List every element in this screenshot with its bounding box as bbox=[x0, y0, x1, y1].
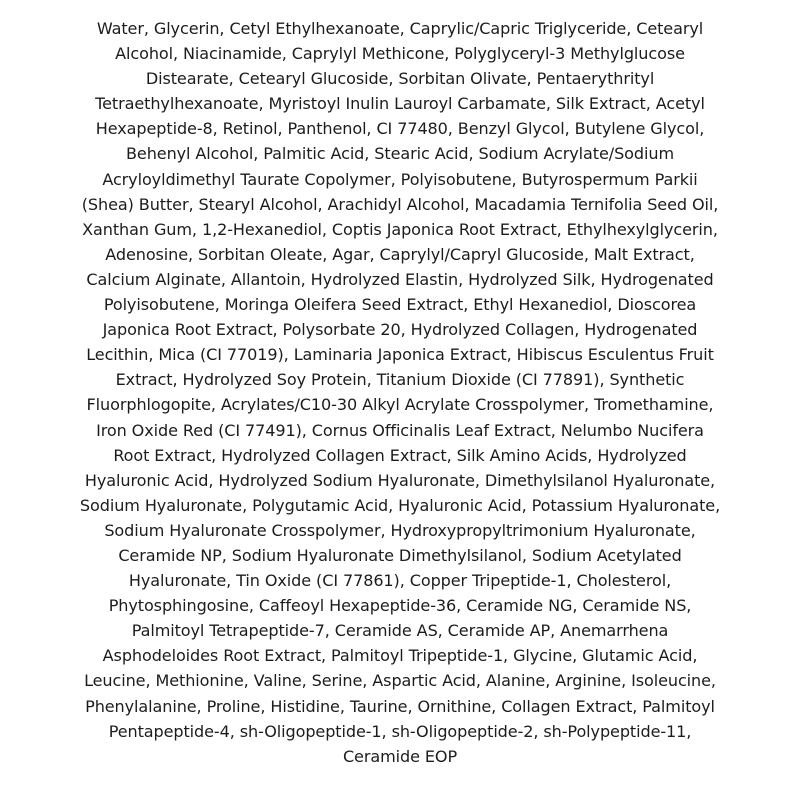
ingredient-line: (Shea) Butter, Stearyl Alcohol, Arachidyl Alcohol, Macadamia Ternifolia Seed Oil, bbox=[81, 194, 719, 214]
ingredient-line: Sodium Hyaluronate Crosspolymer, Hydroxypropyltrimonium Hyaluronate, bbox=[104, 520, 696, 540]
ingredient-line: Hexapeptide-8, Retinol, Panthenol, CI 77480, Benzyl Glycol, Butylene Glycol, bbox=[95, 119, 705, 139]
ingredient-line: Calcium Alginate, Allantoin, Hydrolyzed Elastin, Hydrolyzed Silk, Hydrogenated bbox=[86, 269, 714, 289]
ingredient-list bbox=[0, 16, 800, 769]
ingredient-line: Phenylalanine, Proline, Histidine, Taurine, Ornithine, Collagen Extract, Palmitoyl bbox=[85, 696, 715, 716]
ingredient-line: Extract, Hydrolyzed Soy Protein, Titanium Dioxide (CI 77891), Synthetic bbox=[115, 370, 685, 390]
ingredient-line: Adenosine, Sorbitan Oleate, Agar, Caprylyl/Capryl Glucoside, Malt Extract, bbox=[105, 244, 695, 264]
ingredient-line: Lecithin, Mica (CI 77019), Laminaria Japonica Extract, Hibiscus Esculentus Fruit bbox=[86, 345, 714, 365]
ingredient-line: Ceramide NP, Sodium Hyaluronate Dimethylsilanol, Sodium Acetylated bbox=[118, 545, 682, 565]
ingredient-line: Distearate, Cetearyl Glucoside, Sorbitan Olivate, Pentaerythrityl bbox=[145, 69, 655, 89]
ingredient-line: Asphodeloides Root Extract, Palmitoyl Tripeptide-1, Glycine, Glutamic Acid, bbox=[102, 646, 698, 666]
ingredient-line: Ceramide EOP bbox=[342, 746, 458, 766]
ingredient-line: Xanthan Gum, 1,2-Hexanediol, Coptis Japonica Root Extract, Ethylhexylglycerin, bbox=[82, 219, 718, 239]
ingredient-line: Polyisobutene, Moringa Oleifera Seed Extract, Ethyl Hexanediol, Dioscorea bbox=[103, 295, 697, 315]
ingredient-line: Tetraethylhexanoate, Myristoyl Inulin Lauroyl Carbamate, Silk Extract, Acetyl bbox=[95, 94, 705, 114]
ingredient-line: Palmitoyl Tetrapeptide-7, Ceramide AS, Ceramide AP, Anemarrhena bbox=[131, 621, 669, 641]
ingredient-line: Japonica Root Extract, Polysorbate 20, Hydrolyzed Collagen, Hydrogenated bbox=[102, 320, 698, 340]
ingredient-line: Alcohol, Niacinamide, Caprylyl Methicone, Polyglyceryl-3 Methylglucose bbox=[115, 44, 685, 64]
ingredient-line: Leucine, Methionine, Valine, Serine, Aspartic Acid, Alanine, Arginine, Isoleucine, bbox=[84, 671, 716, 691]
ingredient-line: Root Extract, Hydrolyzed Collagen Extract, Silk Amino Acids, Hydrolyzed bbox=[113, 445, 687, 465]
ingredient-line: Acryloyldimethyl Taurate Copolymer, Polyisobutene, Butyrospermum Parkii bbox=[102, 169, 698, 189]
ingredient-line: Iron Oxide Red (CI 77491), Cornus Officinalis Leaf Extract, Nelumbo Nucifera bbox=[96, 420, 704, 440]
ingredient-line: Hyaluronate, Tin Oxide (CI 77861), Copper Tripeptide-1, Cholesterol, bbox=[128, 571, 672, 591]
ingredient-line: Phytosphingosine, Caffeoyl Hexapeptide-36, Ceramide NG, Ceramide NS, bbox=[108, 596, 692, 616]
ingredient-line: Sodium Hyaluronate, Polygutamic Acid, Hyaluronic Acid, Potassium Hyaluronate, bbox=[79, 495, 721, 515]
ingredient-line: Behenyl Alcohol, Palmitic Acid, Stearic Acid, Sodium Acrylate/Sodium bbox=[126, 144, 674, 164]
ingredient-line: Pentapeptide-4, sh-Oligopeptide-1, sh-Oligopeptide-2, sh-Polypeptide-11, bbox=[108, 721, 692, 741]
ingredient-line: Water, Glycerin, Cetyl Ethylhexanoate, Caprylic/Capric Triglyceride, Cetearyl bbox=[96, 19, 704, 38]
ingredient-line: Fluorphlogopite, Acrylates/C10-30 Alkyl Acrylate Crosspolymer, Tromethamine, bbox=[86, 395, 714, 415]
ingredient-line: Hyaluronic Acid, Hydrolyzed Sodium Hyaluronate, Dimethylsilanol Hyaluronate, bbox=[84, 470, 716, 490]
